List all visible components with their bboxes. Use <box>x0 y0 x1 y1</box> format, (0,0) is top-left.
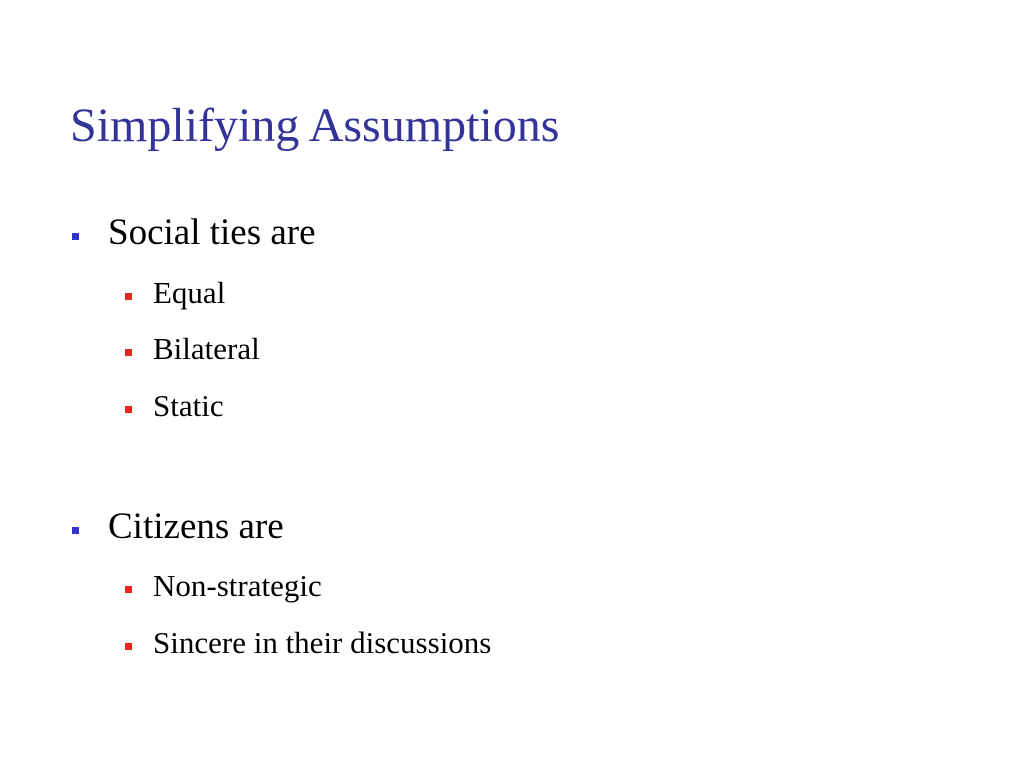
bullet-text: Citizens are <box>108 505 284 547</box>
square-bullet-icon <box>125 293 132 300</box>
sub-bullet-static <box>125 388 224 424</box>
slide-title: Simplifying Assumptions <box>70 99 560 152</box>
sub-bullet-text: Non-strategic <box>153 568 322 603</box>
sub-bullet-bilateral <box>125 331 260 367</box>
sub-bullet-text: Static <box>153 388 224 423</box>
square-bullet-icon <box>72 233 79 240</box>
square-bullet-icon <box>125 586 132 593</box>
sub-bullet-non-strategic <box>125 568 322 604</box>
square-bullet-icon <box>125 406 132 413</box>
sub-bullet-text: Bilateral <box>153 331 260 366</box>
sub-bullet-sincere <box>125 625 491 661</box>
square-bullet-icon <box>72 527 79 534</box>
sub-bullet-text: Sincere in their discussions <box>153 625 492 660</box>
bullet-social-ties <box>72 210 316 254</box>
sub-bullet-equal <box>125 275 225 311</box>
sub-bullet-text: Equal <box>153 275 226 310</box>
square-bullet-icon <box>125 349 132 356</box>
square-bullet-icon <box>125 643 132 650</box>
bullet-text: Social ties are <box>108 211 316 253</box>
bullet-citizens <box>72 504 284 548</box>
